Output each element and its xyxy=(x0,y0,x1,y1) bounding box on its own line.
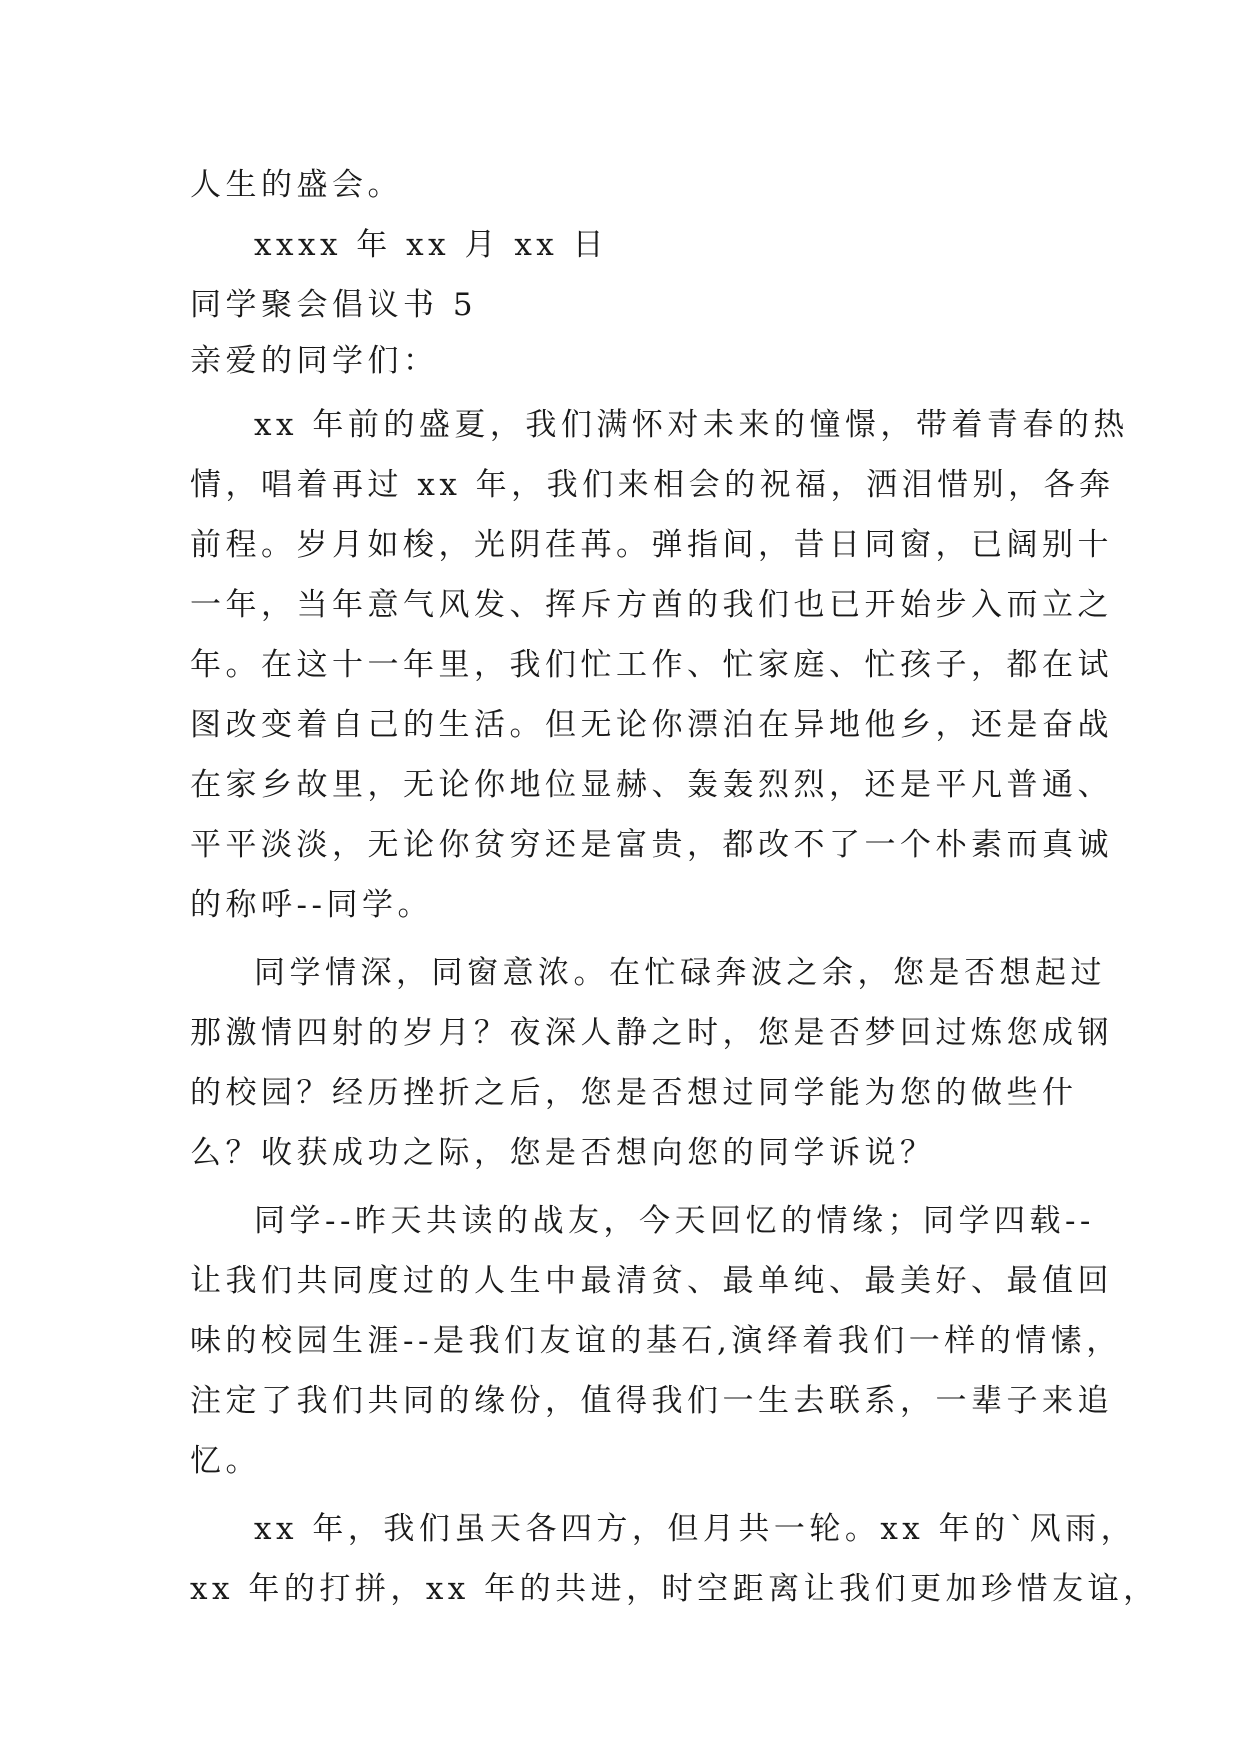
text-line: 味的校园生涯--是我们友谊的基石,演绎着我们一样的情愫， xyxy=(190,1323,1122,1359)
text-line: 一年，当年意气风发、挥斥方酋的我们也已开始步入而立之 xyxy=(190,587,1113,623)
text-line: 同学情深，同窗意浓。在忙碌奔波之余，您是否想起过 xyxy=(254,955,1106,991)
salutation: 亲爱的同学们： xyxy=(190,343,439,379)
text-line: 平平淡淡，无论你贫穷还是富贵，都改不了一个朴素而真诚 xyxy=(190,827,1113,863)
text-line: xx 年前的盛夏，我们满怀对未来的憧憬，带着青春的热 xyxy=(254,407,1129,443)
text-line: 的校园？经历挫折之后，您是否想过同学能为您的做些什 xyxy=(190,1075,1078,1111)
text-line: xx 年的打拼，xx 年的共进，时空距离让我们更加珍惜友谊， xyxy=(190,1571,1159,1607)
text-line: 的称呼--同学。 xyxy=(190,887,433,923)
text-line: xx 年，我们虽天各四方，但月共一轮。xx 年的`风雨， xyxy=(254,1511,1137,1547)
date-line: xxxx 年 xx 月 xx 日 xyxy=(254,227,609,263)
text-line: 那激情四射的岁月？夜深人静之时，您是否梦回过炼您成钢 xyxy=(190,1015,1113,1051)
text-line: 图改变着自己的生活。但无论你漂泊在异地他乡，还是奋战 xyxy=(190,707,1113,743)
text-line: 同学--昨天共读的战友，今天回忆的情缘；同学四载-- xyxy=(254,1203,1095,1239)
text-line: 在家乡故里，无论你地位显赫、轰轰烈烈，还是平凡普通、 xyxy=(190,767,1113,803)
text-line: 让我们共同度过的人生中最清贫、最单纯、最美好、最值回 xyxy=(190,1263,1113,1299)
text-line: 年。在这十一年里，我们忙工作、忙家庭、忙孩子，都在试 xyxy=(190,647,1113,683)
document-title: 同学聚会倡议书 5 xyxy=(190,287,478,323)
text-line: 么？收获成功之际，您是否想向您的同学诉说？ xyxy=(190,1135,936,1171)
document-body xyxy=(190,155,1159,1619)
text-line: 人生的盛会。 xyxy=(190,167,403,203)
text-line: 前程。岁月如梭，光阴荏苒。弹指间，昔日同窗，已阔别十 xyxy=(190,527,1113,563)
text-line: 情，唱着再过 xx 年，我们来相会的祝福，洒泪惜别，各奔 xyxy=(190,467,1115,503)
text-line: 注定了我们共同的缘份，值得我们一生去联系，一辈子来追 xyxy=(190,1383,1113,1419)
text-line: 忆。 xyxy=(190,1443,261,1479)
